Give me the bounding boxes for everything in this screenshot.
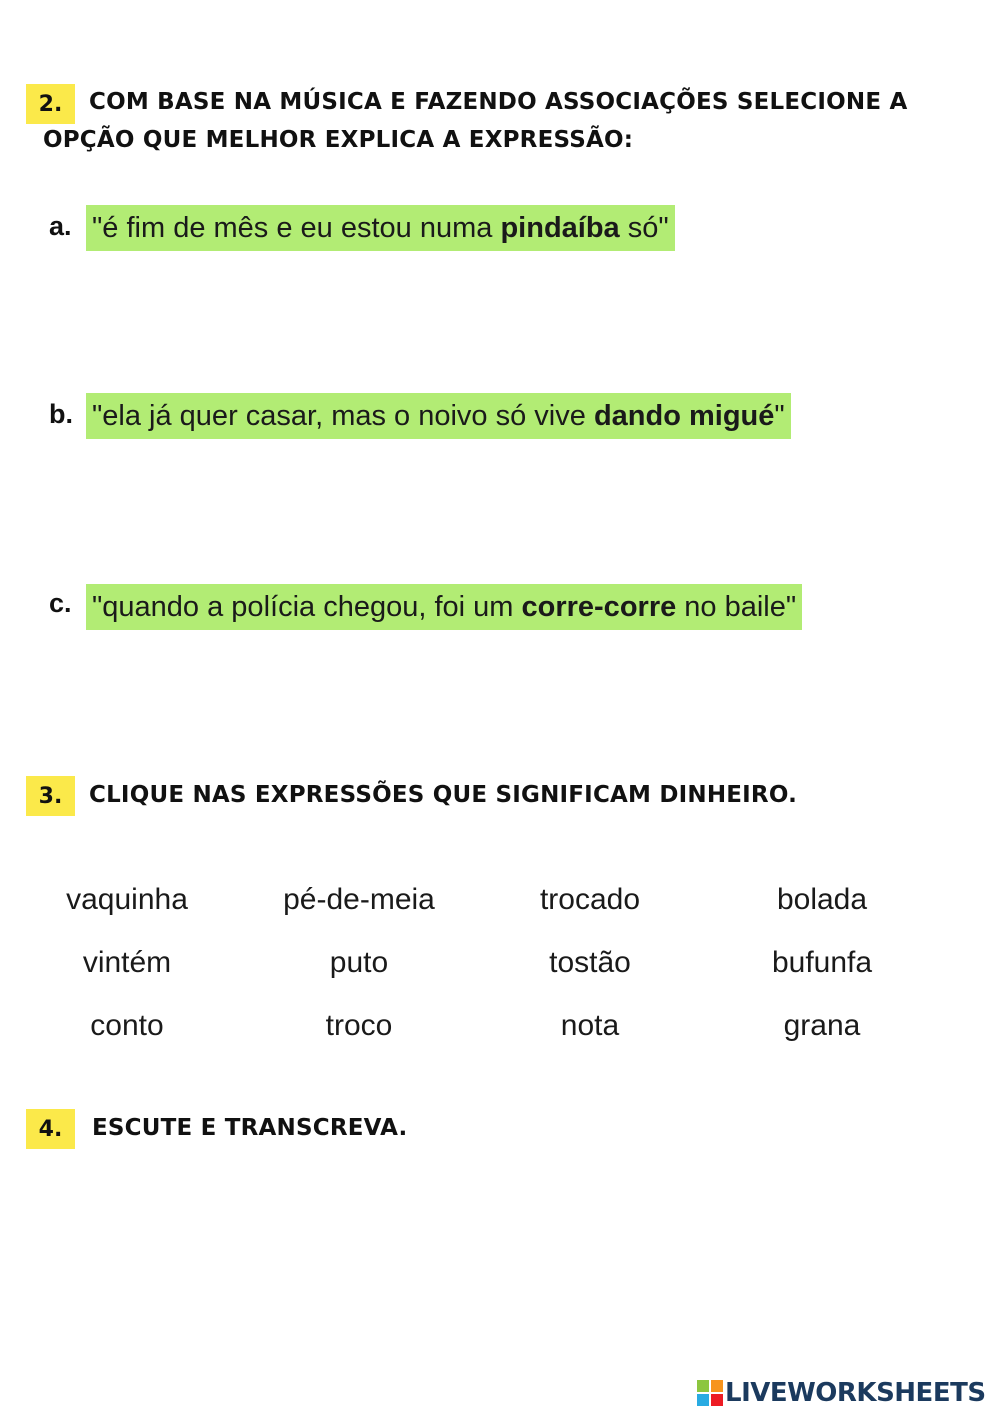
- option-a-letter: a.: [49, 211, 72, 241]
- option-b-quote: [86, 393, 791, 439]
- option-c-text-post: no baile": [676, 590, 797, 623]
- option-b-letter: b.: [49, 399, 73, 429]
- question-4-title: ESCUTE E TRANSCREVA.: [92, 1115, 408, 1141]
- word-trocado[interactable]: trocado: [539, 883, 641, 916]
- word-vintem[interactable]: vintém: [82, 946, 172, 979]
- option-a-answer-area[interactable]: [86, 260, 946, 370]
- logo-square: [697, 1394, 709, 1406]
- question-2-number: 2.: [26, 84, 75, 124]
- option-b-text-post: ": [774, 399, 785, 432]
- logo-square: [711, 1394, 723, 1406]
- option-c-answer-area[interactable]: [86, 640, 946, 740]
- option-a-text-post: só": [619, 211, 669, 244]
- logo-square: [711, 1380, 723, 1392]
- logo-square: [697, 1380, 709, 1392]
- option-b-text-pre: "ela já quer casar, mas o noivo só vive: [92, 399, 594, 432]
- word-grana[interactable]: grana: [783, 1009, 861, 1042]
- question-4-number: 4.: [26, 1109, 75, 1149]
- liveworksheets-logo-icon: [697, 1380, 723, 1406]
- option-c-expression: corre-corre: [521, 590, 677, 623]
- word-vaquinha[interactable]: vaquinha: [66, 883, 188, 916]
- option-c-text-pre: "quando a polícia chegou, foi um: [92, 590, 522, 623]
- option-a-quote: [86, 205, 675, 251]
- word-conto[interactable]: conto: [90, 1009, 164, 1042]
- word-troco[interactable]: troco: [325, 1009, 393, 1042]
- word-bolada[interactable]: bolada: [776, 883, 868, 916]
- word-tostao[interactable]: tostão: [549, 946, 631, 979]
- option-c-quote: [86, 584, 802, 630]
- word-pe-de-meia[interactable]: pé-de-meia: [283, 883, 435, 916]
- option-b-answer-area[interactable]: [86, 448, 946, 558]
- option-c-letter: c.: [49, 588, 72, 618]
- option-a-text-pre: "é fim de mês e eu estou numa: [92, 211, 501, 244]
- word-nota[interactable]: nota: [560, 1009, 620, 1042]
- word-puto[interactable]: puto: [329, 946, 389, 979]
- liveworksheets-logo: [697, 1378, 986, 1408]
- question-3-title: CLIQUE NAS EXPRESSÕES QUE SIGNIFICAM DINHEIRO.: [89, 782, 798, 808]
- question-2-title-line1: COM BASE NA MÚSICA E FAZENDO ASSOCIAÇÕES SELECIONE A: [89, 89, 908, 115]
- option-a-expression: pindaíba: [500, 211, 620, 244]
- transcription-area[interactable]: [43, 1170, 953, 1350]
- question-3-number: 3.: [26, 776, 75, 816]
- question-2-title-line2: OPÇÃO QUE MELHOR EXPLICA A EXPRESSÃO:: [43, 127, 634, 153]
- liveworksheets-logo-text: LIVEWORKSHEETS: [725, 1378, 986, 1408]
- word-bufunfa[interactable]: bufunfa: [771, 946, 873, 979]
- option-b-expression: dando migué: [593, 399, 775, 432]
